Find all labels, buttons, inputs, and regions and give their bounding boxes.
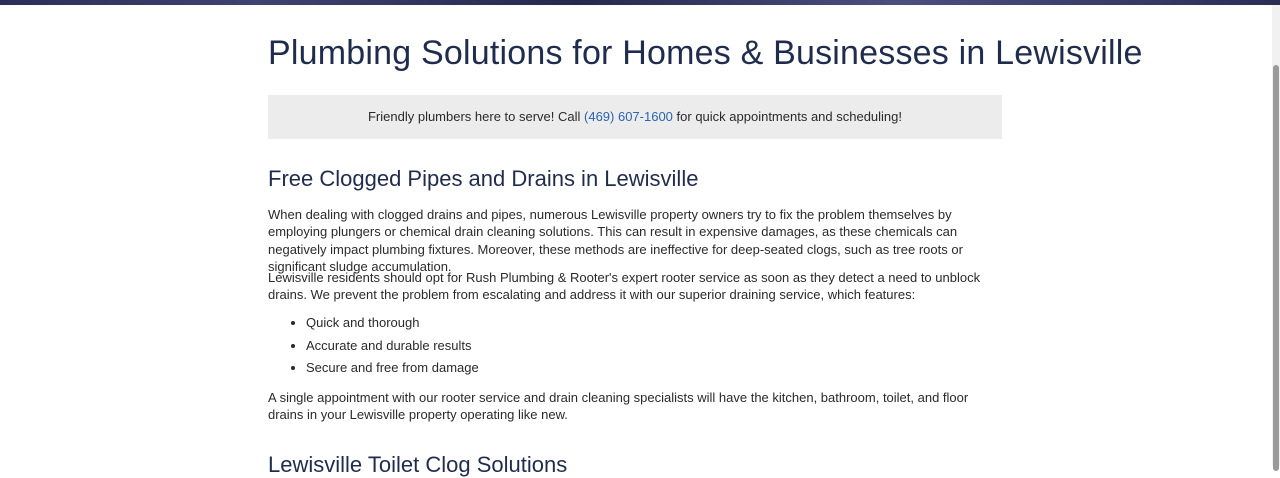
list-item: • Quick and thorough xyxy=(306,314,479,337)
scrollbar-thumb[interactable] xyxy=(1273,65,1279,471)
callout-text-after: for quick appointments and scheduling! xyxy=(672,109,903,124)
callout-text-before: Friendly plumbers here to serve! Call xyxy=(367,109,585,124)
page-title: Plumbing Solutions for Homes & Businesses in Lewisville xyxy=(268,34,1143,72)
hero-image-strip xyxy=(0,0,1280,5)
scrollbar[interactable] xyxy=(1272,5,1280,466)
intro-paragraph: When dealing with clogged drains and pipes, numerous Lewisville property owners try to fix the problem themselves by employing plungers or chemical drain cleaning solutions. This can result in expensive damages, as these chemicals can negatively impact plumbing fixtures. Moreover, these methods are ineffective for deep-seated clogs, such as tree roots or significant sludge accumulation. xyxy=(268,207,963,274)
next-section-heading: Lewisville Toilet Clog Solutions xyxy=(268,452,568,477)
feature-list xyxy=(268,314,479,382)
closing-paragraph: A single appointment with our rooter service and drain cleaning specialists will have the kitchen, bathroom, toilet, and floor drains in your Lewisville property operating like new. xyxy=(268,390,969,423)
list-item: • Accurate and durable results xyxy=(306,337,479,360)
list-item: • Secure and free from damage xyxy=(306,359,479,382)
service-paragraph: Lewisville residents should opt for Rush Plumbing & Rooter's expert rooter service as soon as they detect a need to unblock drains. We prevent the problem from escalating and address it with our superior draining service, which features: xyxy=(268,270,981,303)
call-to-action-banner xyxy=(268,95,1002,139)
phone-link[interactable]: (469) 607-1600 xyxy=(584,109,673,124)
section-heading: Free Clogged Pipes and Drains in Lewisville xyxy=(268,166,699,191)
